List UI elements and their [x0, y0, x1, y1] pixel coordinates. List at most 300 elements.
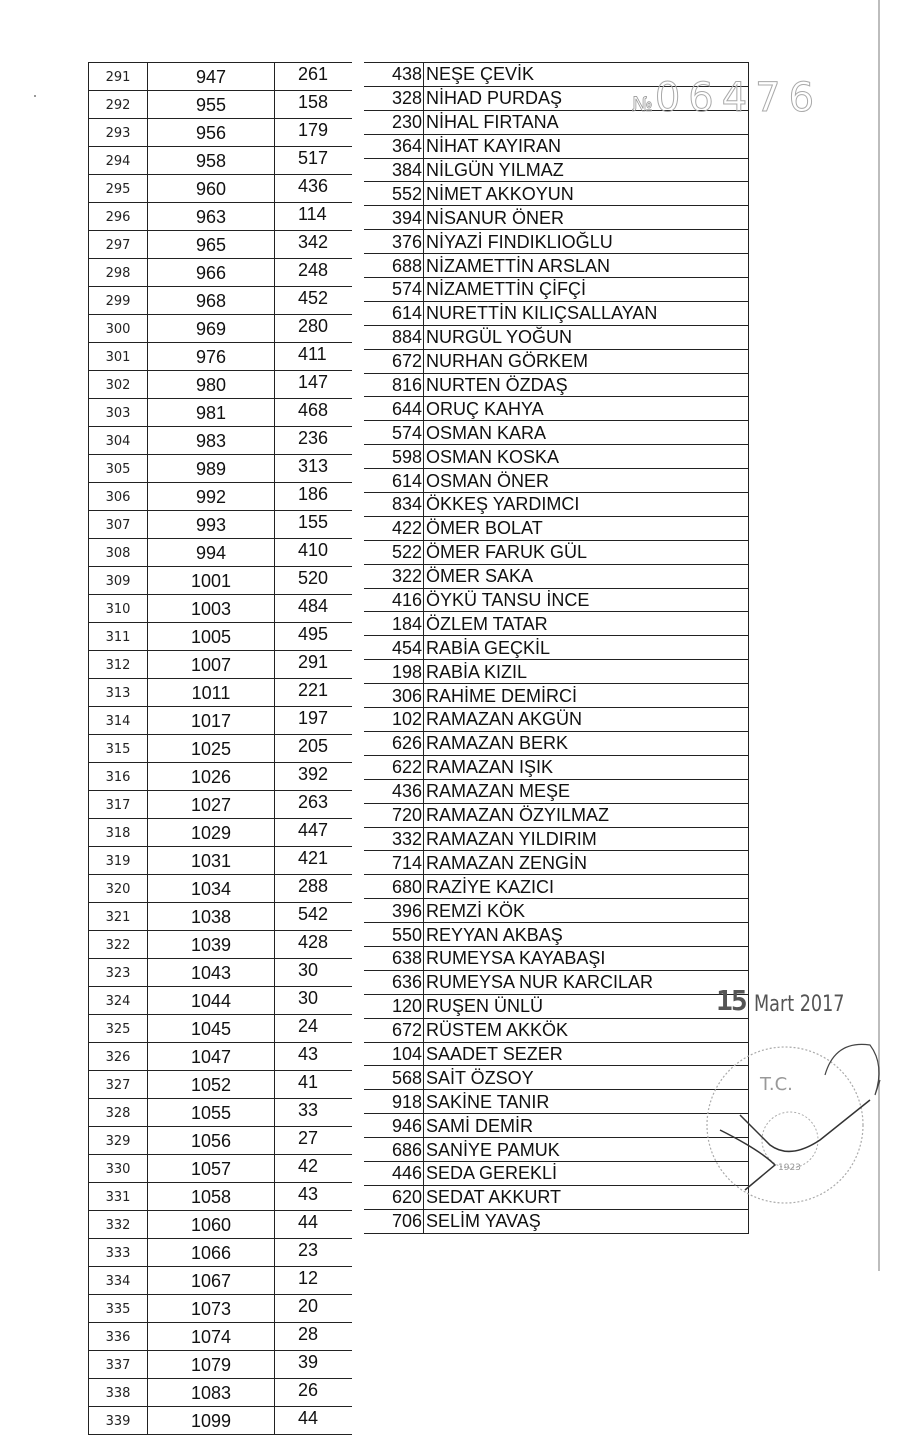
person-name: NİLGÜN YILMAZ: [424, 158, 749, 182]
partial-value: 263: [298, 792, 329, 812]
person-name: NURETTİN KILIÇSALLAYAN: [424, 301, 749, 325]
record-id: 968: [148, 287, 275, 315]
partial-code: 416: [364, 588, 424, 612]
person-name: SANİYE PAMUK: [424, 1138, 749, 1162]
partial-value: 468: [298, 400, 329, 420]
table-row: [89, 735, 353, 763]
person-name: NURGÜL YOĞUN: [424, 325, 749, 349]
person-name: RUMEYSA KAYABAŞI: [424, 946, 749, 970]
partial-value-cell: [275, 427, 353, 455]
table-row: [364, 493, 749, 517]
record-id: 1038: [148, 903, 275, 931]
table-row: [364, 731, 749, 755]
person-name: RAMAZAN MEŞE: [424, 779, 749, 803]
row-number: 309: [89, 567, 148, 595]
partial-value-cell: [275, 819, 353, 847]
table-row: [89, 875, 353, 903]
partial-value: 197: [298, 708, 329, 728]
record-id: 1039: [148, 931, 275, 959]
partial-value: 44: [298, 1408, 319, 1428]
record-id: 1034: [148, 875, 275, 903]
row-number: 293: [89, 119, 148, 147]
person-name: OSMAN KOSKA: [424, 445, 749, 469]
partial-value: 28: [298, 1324, 319, 1344]
table-row: [89, 539, 353, 567]
table-row: [89, 147, 353, 175]
person-name: NİSANUR ÖNER: [424, 206, 749, 230]
partial-code: 598: [364, 445, 424, 469]
table-row: [89, 1043, 353, 1071]
partial-value: 411: [298, 344, 327, 364]
row-number: 303: [89, 399, 148, 427]
partial-value: 27: [298, 1128, 319, 1148]
table-row: [89, 1099, 353, 1127]
person-name: RUŞEN ÜNLÜ: [424, 994, 749, 1018]
record-id: 1074: [148, 1323, 275, 1351]
table-row: [364, 1185, 749, 1209]
row-number: 334: [89, 1267, 148, 1295]
record-id: 969: [148, 315, 275, 343]
row-number: 298: [89, 259, 148, 287]
partial-code: 686: [364, 1138, 424, 1162]
partial-value: 43: [298, 1184, 319, 1204]
table-row: [89, 175, 353, 203]
person-name: RAMAZAN AKGÜN: [424, 708, 749, 732]
table-row: [89, 763, 353, 791]
record-id: 1029: [148, 819, 275, 847]
partial-value-cell: [275, 931, 353, 959]
table-row: [364, 158, 749, 182]
partial-value: 23: [298, 1240, 319, 1260]
record-id: 1044: [148, 987, 275, 1015]
partial-code: 626: [364, 731, 424, 755]
person-name: NURTEN ÖZDAŞ: [424, 373, 749, 397]
person-name: NİMET AKKOYUN: [424, 182, 749, 206]
partial-value-cell: [275, 63, 353, 91]
table-row: [364, 1042, 749, 1066]
partial-code: 672: [364, 1018, 424, 1042]
partial-value: 517: [298, 148, 329, 168]
partial-value-cell: [275, 1379, 353, 1407]
person-name: ÖMER BOLAT: [424, 516, 749, 540]
table-row: [364, 588, 749, 612]
row-number: 304: [89, 427, 148, 455]
row-number: 320: [89, 875, 148, 903]
row-number: 325: [89, 1015, 148, 1043]
row-number: 313: [89, 679, 148, 707]
table-row: [364, 206, 749, 230]
partial-value: 313: [298, 456, 329, 476]
table-row: [364, 612, 749, 636]
notary-seal-icon: [700, 1020, 890, 1220]
partial-code: 680: [364, 875, 424, 899]
record-id: 1045: [148, 1015, 275, 1043]
table-row: [364, 660, 749, 684]
row-number: 336: [89, 1323, 148, 1351]
table-row: [89, 931, 353, 959]
record-id: 1079: [148, 1351, 275, 1379]
record-id: 1031: [148, 847, 275, 875]
person-name: SAKİNE TANIR: [424, 1090, 749, 1114]
table-row: [364, 684, 749, 708]
partial-code: 446: [364, 1161, 424, 1185]
table-row: [364, 1161, 749, 1185]
table-row: [364, 421, 749, 445]
partial-code: 574: [364, 421, 424, 445]
signature-stroke: [720, 1100, 870, 1190]
partial-code: 376: [364, 230, 424, 254]
partial-code: 184: [364, 612, 424, 636]
record-id: 981: [148, 399, 275, 427]
partial-value-cell: [275, 623, 353, 651]
row-number: 335: [89, 1295, 148, 1323]
table-row: [89, 847, 353, 875]
partial-value-cell: [275, 91, 353, 119]
partial-code: 306: [364, 684, 424, 708]
row-number: 297: [89, 231, 148, 259]
partial-value-cell: [275, 959, 353, 987]
person-name: OSMAN KARA: [424, 421, 749, 445]
table-row: [89, 63, 353, 91]
partial-value-cell: [275, 875, 353, 903]
table-row: [89, 1351, 353, 1379]
record-id: 956: [148, 119, 275, 147]
partial-value-cell: [275, 1155, 353, 1183]
row-number: 323: [89, 959, 148, 987]
partial-value: 436: [298, 176, 329, 196]
record-id: 1073: [148, 1295, 275, 1323]
table-row: [89, 203, 353, 231]
left-column-table: [88, 62, 352, 1435]
partial-code: 568: [364, 1066, 424, 1090]
partial-code: 422: [364, 516, 424, 540]
partial-value-cell: [275, 735, 353, 763]
person-name: NİHAD PURDAŞ: [424, 86, 749, 110]
table-row: [89, 1295, 353, 1323]
table-row: [364, 636, 749, 660]
person-name: RÜSTEM AKKÖK: [424, 1018, 749, 1042]
row-number: 308: [89, 539, 148, 567]
table-row: [89, 231, 353, 259]
partial-code: 364: [364, 134, 424, 158]
partial-code: 552: [364, 182, 424, 206]
table-row: [89, 1015, 353, 1043]
partial-value-cell: [275, 315, 353, 343]
table-row: [364, 516, 749, 540]
partial-value-cell: [275, 567, 353, 595]
partial-value: 221: [298, 680, 329, 700]
partial-code: 688: [364, 254, 424, 278]
partial-code: 946: [364, 1114, 424, 1138]
table-row: [89, 119, 353, 147]
partial-code: 230: [364, 110, 424, 134]
row-number: 337: [89, 1351, 148, 1379]
row-number: 326: [89, 1043, 148, 1071]
partial-value-cell: [275, 763, 353, 791]
partial-value: 280: [298, 316, 329, 336]
record-id: 966: [148, 259, 275, 287]
partial-value: 147: [298, 372, 329, 392]
partial-value: 452: [298, 288, 329, 308]
row-number: 331: [89, 1183, 148, 1211]
table-row: [364, 803, 749, 827]
partial-value: 495: [298, 624, 329, 644]
record-id: 980: [148, 371, 275, 399]
partial-value: 447: [298, 820, 329, 840]
partial-value-cell: [275, 203, 353, 231]
record-id: 958: [148, 147, 275, 175]
partial-value-cell: [275, 1407, 353, 1435]
row-number: 333: [89, 1239, 148, 1267]
row-number: 329: [89, 1127, 148, 1155]
partial-value-cell: [275, 1099, 353, 1127]
partial-value-cell: [275, 175, 353, 203]
partial-value: 26: [298, 1380, 319, 1400]
table-row: [89, 1239, 353, 1267]
table-row: [89, 1155, 353, 1183]
record-id: 989: [148, 455, 275, 483]
table-row: [364, 755, 749, 779]
table-row: [364, 1066, 749, 1090]
table-row: [364, 779, 749, 803]
table-row: [89, 567, 353, 595]
partial-value-cell: [275, 231, 353, 259]
person-name: NİZAMETTİN ARSLAN: [424, 254, 749, 278]
row-number: 330: [89, 1155, 148, 1183]
person-name: SEDA GEREKLİ: [424, 1161, 749, 1185]
person-name: RAZİYE KAZICI: [424, 875, 749, 899]
partial-code: 706: [364, 1209, 424, 1233]
partial-code: 720: [364, 803, 424, 827]
table-row: [89, 511, 353, 539]
table-row: [364, 134, 749, 158]
row-number: 306: [89, 483, 148, 511]
table-row: [364, 325, 749, 349]
record-id: 1001: [148, 567, 275, 595]
partial-value: 24: [298, 1016, 319, 1036]
partial-value-cell: [275, 651, 353, 679]
person-name: RABİA GEÇKİL: [424, 636, 749, 660]
table-row: [364, 469, 749, 493]
row-number: 305: [89, 455, 148, 483]
partial-code: 454: [364, 636, 424, 660]
row-number: 291: [89, 63, 148, 91]
partial-value: 392: [298, 764, 329, 784]
row-number: 327: [89, 1071, 148, 1099]
table-row: [364, 970, 749, 994]
table-row: [89, 1211, 353, 1239]
partial-value-cell: [275, 1127, 353, 1155]
record-id: 955: [148, 91, 275, 119]
table-row: [89, 1379, 353, 1407]
partial-value-cell: [275, 1043, 353, 1071]
table-row: [364, 278, 749, 302]
partial-value-cell: [275, 1211, 353, 1239]
table-row: [89, 791, 353, 819]
table-row: [89, 483, 353, 511]
date-stamp-month-year: Mart 2017: [754, 992, 845, 1017]
row-number: 292: [89, 91, 148, 119]
partial-value: 248: [298, 260, 329, 280]
record-id: 1003: [148, 595, 275, 623]
partial-code: 522: [364, 540, 424, 564]
partial-value: 205: [298, 736, 329, 756]
seal-year: 1923: [778, 1163, 801, 1173]
serial-number: 06476: [654, 75, 823, 121]
partial-value: 33: [298, 1100, 319, 1120]
partial-code: 396: [364, 899, 424, 923]
table-row: [364, 230, 749, 254]
person-name: SAMİ DEMİR: [424, 1114, 749, 1138]
partial-code: 672: [364, 349, 424, 373]
table-row: [364, 1018, 749, 1042]
record-id: 1005: [148, 623, 275, 651]
partial-code: 384: [364, 158, 424, 182]
table-row: [364, 994, 749, 1018]
person-name: NİYAZİ FINDIKLIOĞLU: [424, 230, 749, 254]
table-row: [364, 1090, 749, 1114]
date-stamp-day: 15: [716, 984, 746, 1017]
record-id: 1027: [148, 791, 275, 819]
person-name: RAMAZAN YILDIRIM: [424, 827, 749, 851]
partial-value: 158: [298, 92, 329, 112]
person-name: OSMAN ÖNER: [424, 469, 749, 493]
table-row: [364, 875, 749, 899]
record-id: 1067: [148, 1267, 275, 1295]
table-row: [89, 1071, 353, 1099]
partial-value-cell: [275, 1239, 353, 1267]
partial-value: 186: [298, 484, 329, 504]
record-id: 1066: [148, 1239, 275, 1267]
partial-value-cell: [275, 119, 353, 147]
row-number: 319: [89, 847, 148, 875]
row-number: 315: [89, 735, 148, 763]
row-number: 322: [89, 931, 148, 959]
partial-value-cell: [275, 1015, 353, 1043]
table-row: [364, 301, 749, 325]
row-number: 311: [89, 623, 148, 651]
partial-value: 179: [298, 120, 329, 140]
serial-prefix: №: [632, 92, 653, 116]
table-row: [89, 679, 353, 707]
partial-value: 12: [298, 1268, 319, 1288]
person-name: RABİA KIZIL: [424, 660, 749, 684]
scan-artifact: [34, 95, 36, 97]
table-row: [364, 254, 749, 278]
partial-value-cell: [275, 455, 353, 483]
partial-value: 288: [298, 876, 329, 896]
partial-value-cell: [275, 679, 353, 707]
person-name: NİHAT KAYIRAN: [424, 134, 749, 158]
table-row: [364, 946, 749, 970]
partial-code: 884: [364, 325, 424, 349]
record-id: 1017: [148, 707, 275, 735]
person-name: NURHAN GÖRKEM: [424, 349, 749, 373]
partial-value-cell: [275, 483, 353, 511]
table-row: [89, 371, 353, 399]
partial-code: 198: [364, 660, 424, 684]
table-row: [364, 923, 749, 947]
person-name: RAMAZAN BERK: [424, 731, 749, 755]
partial-value: 20: [298, 1296, 319, 1316]
record-id: 1099: [148, 1407, 275, 1435]
partial-code: 620: [364, 1185, 424, 1209]
partial-value: 410: [298, 540, 329, 560]
table-row: [89, 623, 353, 651]
partial-value-cell: [275, 399, 353, 427]
table-row: [89, 315, 353, 343]
person-name: SAİT ÖZSOY: [424, 1066, 749, 1090]
row-number: 295: [89, 175, 148, 203]
row-number: 317: [89, 791, 148, 819]
record-id: 994: [148, 539, 275, 567]
partial-value: 236: [298, 428, 329, 448]
partial-code: 102: [364, 708, 424, 732]
table-row: [89, 287, 353, 315]
partial-value: 261: [298, 64, 329, 84]
table-row: [89, 427, 353, 455]
person-name: NİHAL FIRTANA: [424, 110, 749, 134]
partial-value: 155: [298, 512, 329, 532]
row-number: 302: [89, 371, 148, 399]
partial-value: 542: [298, 904, 329, 924]
person-name: ÖZLEM TATAR: [424, 612, 749, 636]
table-row: [89, 1323, 353, 1351]
table-row: [89, 959, 353, 987]
partial-value: 291: [298, 652, 329, 672]
partial-value-cell: [275, 791, 353, 819]
table-row: [89, 455, 353, 483]
partial-code: 436: [364, 779, 424, 803]
table-row: [89, 819, 353, 847]
row-number: 339: [89, 1407, 148, 1435]
record-id: 1060: [148, 1211, 275, 1239]
row-number: 296: [89, 203, 148, 231]
table-row: [364, 827, 749, 851]
partial-code: 622: [364, 755, 424, 779]
record-id: 960: [148, 175, 275, 203]
row-number: 318: [89, 819, 148, 847]
partial-value-cell: [275, 371, 353, 399]
record-id: 983: [148, 427, 275, 455]
record-id: 947: [148, 63, 275, 91]
partial-code: 550: [364, 923, 424, 947]
table-row: [364, 1209, 749, 1233]
table-row: [89, 707, 353, 735]
record-id: 1025: [148, 735, 275, 763]
partial-value-cell: [275, 1323, 353, 1351]
record-id: 1026: [148, 763, 275, 791]
person-name: ÖYKÜ TANSU İNCE: [424, 588, 749, 612]
person-name: RAMAZAN ZENGİN: [424, 851, 749, 875]
person-name: SEDAT AKKURT: [424, 1185, 749, 1209]
right-column-table: [364, 62, 749, 1234]
table-row: [364, 708, 749, 732]
row-number: 307: [89, 511, 148, 539]
row-number: 316: [89, 763, 148, 791]
row-number: 312: [89, 651, 148, 679]
record-id: 1057: [148, 1155, 275, 1183]
partial-value: 39: [298, 1352, 319, 1372]
record-id: 1083: [148, 1379, 275, 1407]
partial-code: 644: [364, 397, 424, 421]
record-id: 1007: [148, 651, 275, 679]
partial-value: 114: [298, 204, 327, 224]
record-id: 1011: [148, 679, 275, 707]
partial-value: 44: [298, 1212, 319, 1232]
table-row: [364, 851, 749, 875]
table-row: [364, 899, 749, 923]
